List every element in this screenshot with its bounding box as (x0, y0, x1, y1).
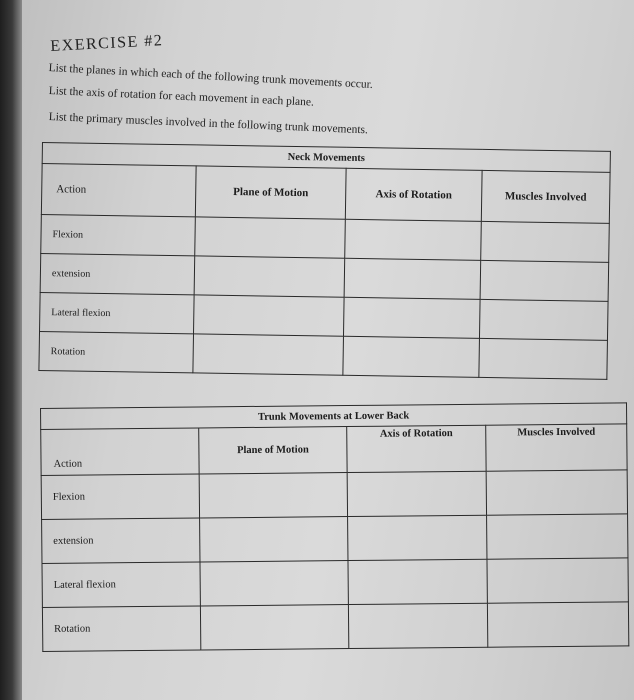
column-header-muscles: Muscles Involved (486, 424, 627, 471)
row-label: Lateral flexion (40, 292, 195, 333)
answer-cell[interactable] (348, 515, 487, 560)
row-label: Flexion (41, 214, 196, 255)
answer-cell[interactable] (348, 559, 487, 604)
row-label: Flexion (41, 474, 199, 520)
answer-cell[interactable] (480, 260, 609, 301)
column-header-plane: Plane of Motion (195, 166, 346, 219)
table-caption: Trunk Movements at Lower Back (41, 403, 627, 430)
table-caption: Neck Movements (42, 143, 610, 173)
table-row (42, 602, 628, 652)
column-header-axis: Axis of Rotation (347, 425, 486, 472)
answer-cell[interactable] (481, 221, 610, 262)
answer-cell[interactable] (487, 602, 628, 647)
answer-cell[interactable] (344, 258, 481, 299)
exercise-title: EXERCISE #2 (50, 32, 164, 55)
answer-cell[interactable] (343, 297, 480, 338)
instruction-2: List the axis of rotation for each movement in each plane. (48, 85, 315, 109)
instruction-3: List the primary muscles involved in the following trunk movements. (48, 111, 369, 137)
answer-cell[interactable] (487, 558, 628, 603)
answer-cell[interactable] (199, 473, 347, 518)
answer-cell[interactable] (343, 336, 480, 377)
table-row (42, 514, 628, 564)
row-label: Rotation (42, 606, 200, 652)
answer-cell[interactable] (195, 217, 346, 258)
row-label: extension (40, 253, 195, 294)
answer-cell[interactable] (200, 605, 348, 650)
answer-cell[interactable] (479, 338, 608, 379)
answer-cell[interactable] (200, 561, 348, 606)
column-header-axis: Axis of Rotation (345, 168, 482, 221)
column-header-plane: Plane of Motion (199, 427, 347, 474)
answer-cell[interactable] (348, 603, 487, 648)
instruction-1: List the planes in which each of the following trunk movements occur. (48, 62, 374, 91)
neck-movements-table (38, 142, 611, 380)
table-row (42, 558, 628, 608)
answer-cell[interactable] (479, 299, 608, 340)
table-row (39, 331, 608, 379)
column-header-muscles: Muscles Involved (481, 170, 610, 223)
answer-cell[interactable] (193, 334, 344, 375)
row-label: Lateral flexion (42, 562, 200, 608)
answer-cell[interactable] (194, 295, 345, 336)
page-binding-shadow (0, 0, 22, 700)
column-header-action: Action (41, 164, 196, 217)
answer-cell[interactable] (194, 256, 345, 297)
column-header-action: Action (41, 428, 199, 476)
trunk-movements-table (40, 402, 629, 652)
answer-cell[interactable] (347, 471, 486, 516)
answer-cell[interactable] (486, 470, 627, 515)
table-row (41, 470, 627, 520)
answer-cell[interactable] (487, 514, 628, 559)
answer-cell[interactable] (345, 219, 482, 260)
row-label: Rotation (39, 331, 194, 372)
answer-cell[interactable] (200, 517, 348, 562)
row-label: extension (42, 518, 200, 564)
